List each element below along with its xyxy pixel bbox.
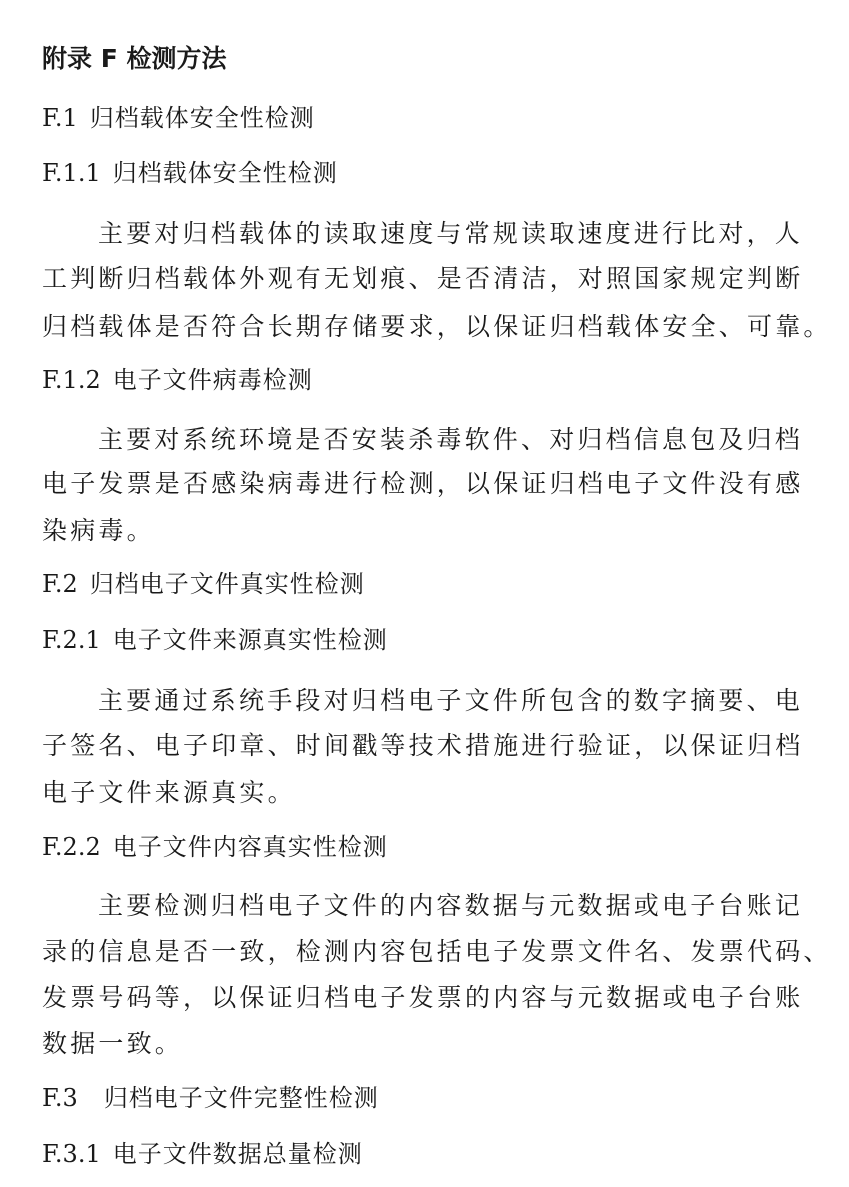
paragraph-line: 电子文件来源真实。 — [42, 778, 296, 807]
subsection-title: 电子文件内容真实性检测 — [112, 833, 388, 861]
paragraph-line: 子签名、电子印章、时间戳等技术措施进行验证，以保证归档 — [42, 731, 804, 760]
section-number: F.1 — [42, 104, 78, 132]
section-heading-f2 — [42, 572, 365, 596]
subsection-heading-f2-2 — [42, 835, 388, 859]
subsection-heading-f3-1 — [42, 1142, 363, 1166]
paragraph-line: 工判断归档载体外观有无划痕、是否清洁，对照国家规定判断 — [42, 264, 804, 293]
subsection-heading-f1-1 — [42, 161, 338, 185]
subsection-number: F.1.2 — [42, 366, 101, 394]
appendix-title: 附录 F 检测方法 — [42, 44, 227, 73]
paragraph-line: 电子发票是否感染病毒进行检测，以保证归档电子文件没有感 — [42, 469, 804, 498]
paragraph-line: 录的信息是否一致，检测内容包括电子发票文件名、发票代码、 — [42, 937, 832, 966]
subsection-number: F.2.2 — [42, 833, 101, 861]
section-title: 归档电子文件完整性检测 — [103, 1084, 379, 1112]
subsection-title: 电子文件来源真实性检测 — [112, 626, 388, 654]
paragraph-line: 发票号码等，以保证归档电子发票的内容与元数据或电子台账 — [42, 983, 804, 1012]
section-number: F.2 — [42, 570, 78, 598]
paragraph-line: 染病毒。 — [42, 516, 155, 545]
subsection-heading-f1-2 — [42, 368, 313, 392]
section-title: 归档电子文件真实性检测 — [89, 570, 365, 598]
paragraph-line: 主要检测归档电子文件的内容数据与元数据或电子台账记 — [98, 891, 804, 920]
paragraph-line: 数据一致。 — [42, 1029, 184, 1058]
section-number: F.3 — [42, 1084, 78, 1112]
subsection-title: 归档载体安全性检测 — [112, 159, 338, 187]
paragraph-line: 主要对系统环境是否安装杀毒软件、对归档信息包及归档 — [98, 425, 804, 454]
subsection-title: 电子文件数据总量检测 — [112, 1140, 363, 1168]
paragraph-line: 主要对归档载体的读取速度与常规读取速度进行比对，人 — [98, 219, 804, 248]
subsection-number: F.2.1 — [42, 626, 101, 654]
paragraph-line: 主要通过系统手段对归档电子文件所包含的数字摘要、电 — [98, 686, 804, 715]
section-heading-f1 — [42, 106, 315, 130]
subsection-number: F.1.1 — [42, 159, 101, 187]
subsection-number: F.3.1 — [42, 1140, 101, 1168]
section-title: 归档载体安全性检测 — [89, 104, 315, 132]
paragraph-line: 归档载体是否符合长期存储要求，以保证归档载体安全、可靠。 — [42, 312, 832, 341]
subsection-title: 电子文件病毒检测 — [112, 366, 313, 394]
subsection-heading-f2-1 — [42, 628, 388, 652]
section-heading-f3 — [42, 1086, 379, 1110]
